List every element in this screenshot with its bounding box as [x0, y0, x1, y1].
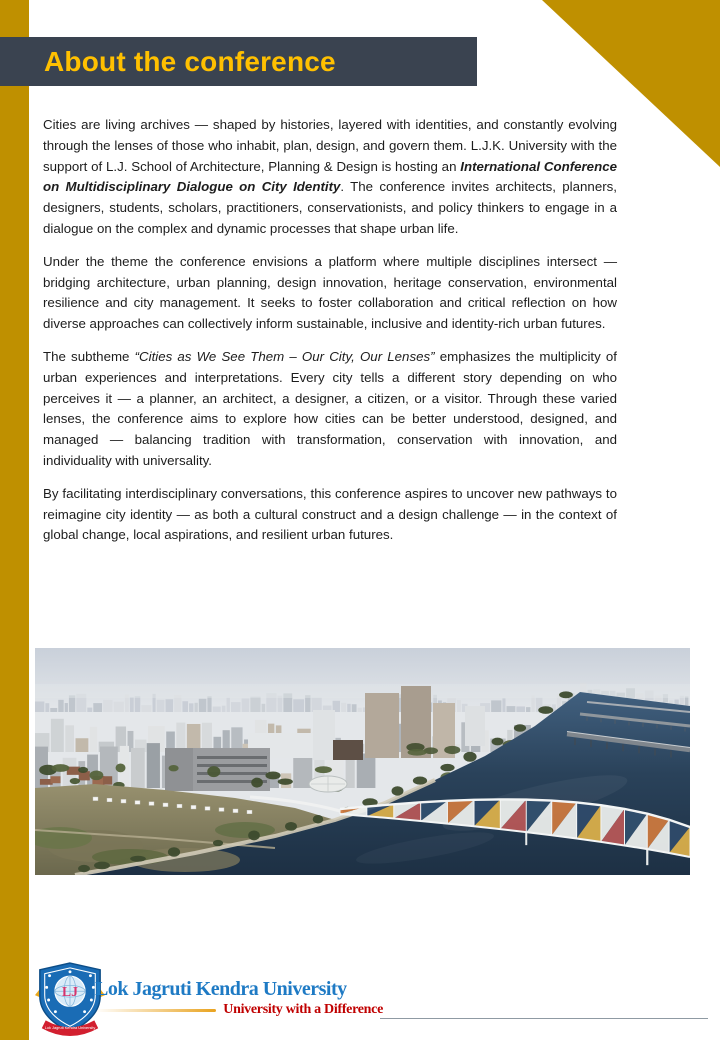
tagline-row — [95, 1002, 383, 1018]
university-name: Lok Jagruti Kendra University — [95, 978, 347, 1000]
paragraph-3-continuation: emphasizes the multiplicity of urban experiences and interpretations. Every city tells a different story depending on who perceives it — a planner, an architect, a designer, a citizen, or a visitor. Through these varied lenses, the conference aims to explore how cities can be better understood, designed, and managed — balancing tradition with transformation, conservation with innovation, and individuality with universality. — [43, 348, 617, 468]
university-tagline: University with a Difference — [223, 1002, 383, 1017]
paragraph-1 — [43, 115, 617, 240]
paragraph-2: Under the theme the conference envisions a platform where multiple disciplines intersect — bridging architecture, urban planning, design innovation, heritage conservation, environmental resilience and city management. It seeks to foster collaboration and critical reflection on how diverse approaches can collectively inform sustainable, inclusive and identity-rich urban futures. — [43, 253, 617, 332]
subtheme-emphasis: “Cities as We See Them – Our City, Our Lenses” — [134, 348, 435, 364]
left-gold-stripe — [0, 0, 29, 1040]
page-title: About the conference — [44, 45, 336, 77]
city-photo-scene — [35, 648, 690, 875]
paragraph-3 — [43, 347, 617, 472]
tagline-gradient-line — [95, 1009, 216, 1012]
section-banner — [0, 37, 477, 86]
shield-monogram: LJ — [62, 984, 78, 1000]
footer-divider-line — [380, 1018, 708, 1019]
body-text — [43, 115, 617, 558]
city-photo — [35, 648, 690, 875]
paragraph-3-text: The subtheme — [43, 348, 135, 364]
university-wordmark — [95, 977, 383, 1018]
paragraph-1-text: Cities are living archives — shaped by histories, layered with identities, and constantly evolving through the lenses of those who inhabit, plan, design, and govern them. L.J.K. University with the support of L.J. School of Architecture, Planning & Design is hosting an — [43, 117, 617, 174]
shield-ribbon-text: Lok Jagruti Kendra University — [44, 1025, 96, 1031]
paragraph-1-continuation: . The conference invites architects, planners, designers, students, scholars, practitioners, conservationists, and policy thinkers to engage in a dialogue on the complex and dynamic processes that shape urban life. — [43, 179, 617, 236]
paragraph-4: By facilitating interdisciplinary conversations, this conference aspires to uncover new pathways to reimagine city identity — as both a cultural construct and a design challenge — in the context of global change, local aspirations, and resilient urban futures. — [43, 485, 617, 543]
conference-name-emphasis: International Conference on Multidisciplinary Dialogue on City Identity — [43, 158, 617, 195]
